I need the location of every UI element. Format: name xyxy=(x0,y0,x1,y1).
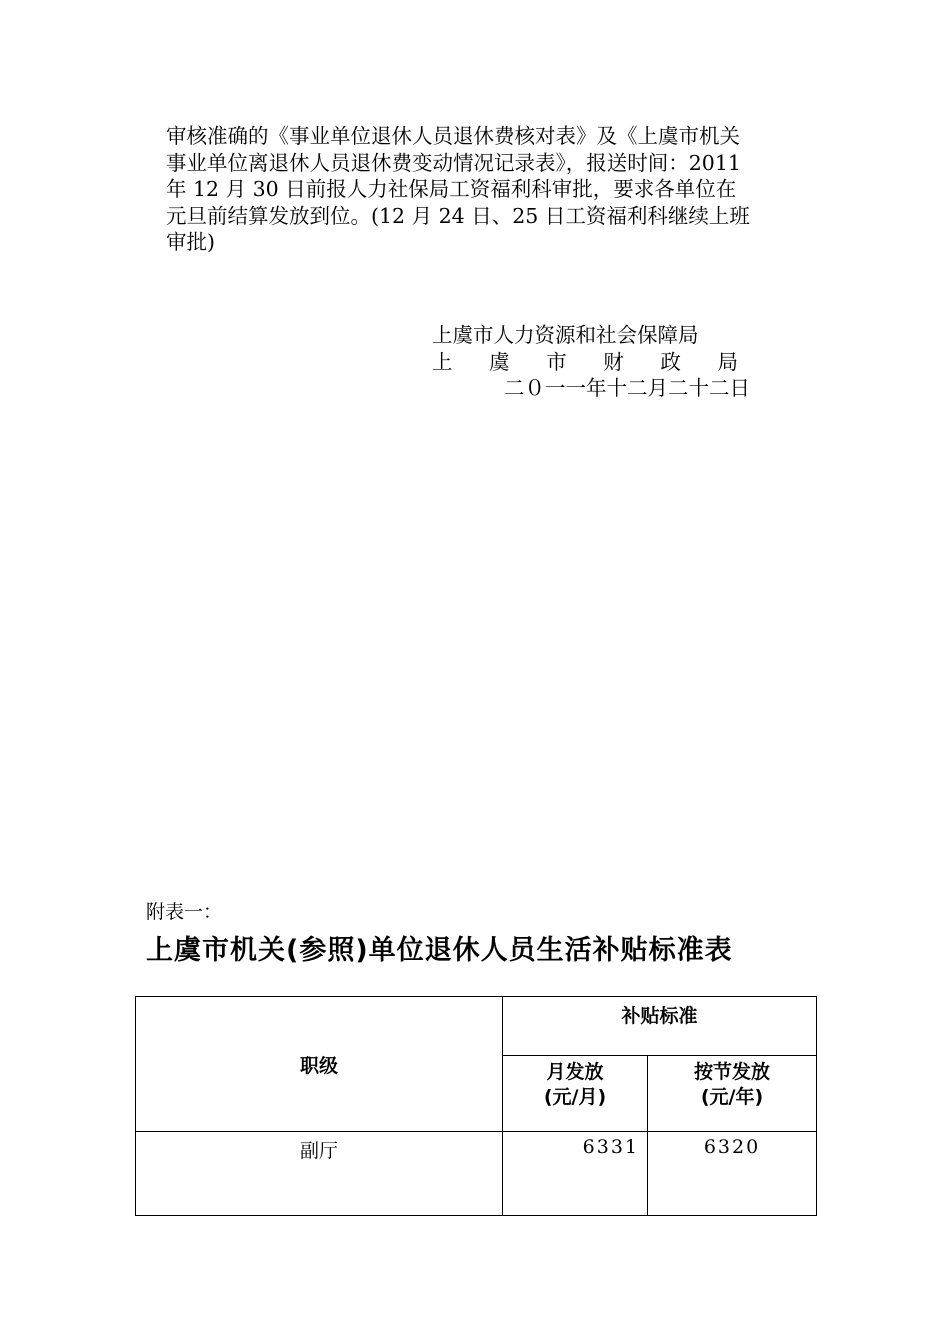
cell-festival-value: 6320 xyxy=(703,1136,761,1158)
subsidy-standard-table xyxy=(135,996,817,1216)
signature-date: 二０一一年十二月二十二日 xyxy=(504,376,750,400)
cell-grade-value: 副厅 xyxy=(299,1140,338,1162)
header-grade-label: 职级 xyxy=(299,1054,338,1077)
header-monthly-line1: 月发放 xyxy=(546,1061,604,1083)
cell-festival xyxy=(648,1132,817,1216)
paragraph-line: 年 12 月 30 日前报人力社保局工资福利科审批，要求各单位在 xyxy=(166,177,737,201)
signature-org2-char: 上 xyxy=(432,350,453,374)
signature-org1: 上虞市人力资源和社会保障局 xyxy=(432,323,699,347)
signature-org2-char: 政 xyxy=(660,350,681,374)
paragraph-line: 元旦前结算发放到位。(12 月 24 日、25 日工资福利科继续上班 xyxy=(166,203,750,228)
cell-grade xyxy=(136,1132,503,1216)
header-subsidy-standard-label: 补贴标准 xyxy=(621,1005,698,1027)
header-monthly xyxy=(503,1056,648,1132)
signature-org2-char: 市 xyxy=(546,350,567,374)
cell-monthly xyxy=(503,1132,648,1216)
header-festival-line2: (元/年) xyxy=(700,1086,764,1108)
paragraph-line: 事业单位离退休人员退休费变动情况记录表》，报送时间：2011 xyxy=(166,150,741,175)
header-festival-line1: 按节发放 xyxy=(694,1061,771,1083)
signature-org2-char: 财 xyxy=(603,350,624,374)
signature-org2 xyxy=(432,349,738,376)
header-festival xyxy=(648,1056,817,1132)
table-title: 上虞市机关(参照)单位退休人员生活补贴标准表 xyxy=(146,935,733,966)
signature-org2-char: 局 xyxy=(717,350,738,374)
attachment-label: 附表一： xyxy=(146,901,223,923)
header-subsidy-standard xyxy=(503,997,817,1056)
header-grade xyxy=(136,997,503,1132)
header-monthly-line2: (元/月) xyxy=(543,1086,607,1108)
paragraph-line: 审核准确的《事业单位退休人员退休费核对表》及《上虞市机关 xyxy=(166,124,740,148)
signature-org2-char: 虞 xyxy=(489,350,510,374)
table-row xyxy=(136,1132,817,1216)
paragraph-line: 审批) xyxy=(166,230,215,254)
cell-monthly-value: 6331 xyxy=(582,1136,639,1158)
body-paragraph xyxy=(166,123,816,256)
